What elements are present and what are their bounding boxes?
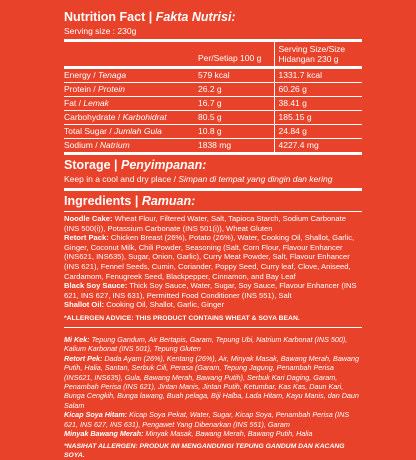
allergen-advice-malay: *NASIHAT ALLERGEN: PRODUK INI MENGANDUNGI TEPUNG GANDUM DAN KACANG SOYA.: [64, 443, 345, 460]
col-per100-header: Per/Setiap 100 g: [198, 42, 274, 66]
serving-size: Serving size : 230g: [64, 26, 137, 36]
ingredient-item: Kicap Soya Hitam: Kicap Soya Pekat, Water, Sugar, Kicap Soya, Penambah Perisa (INS 621, INS 627, INS 631), Pengawet Yang Dibenarkan (INS 551), Garam: [64, 410, 350, 429]
divider: [64, 327, 362, 328]
nutrition-row: Carbohydrate / Karbohidrat 80.5 g 185.15 g: [64, 111, 362, 125]
nutrition-row: Protein / Protein 26.2 g 60.26 g: [64, 83, 362, 97]
ingredients-malay: [64, 335, 362, 438]
nutrition-row: Fat / Lemak 16.7 g 38.41 g: [64, 97, 362, 111]
ingredients-section: [64, 194, 362, 460]
storage-text: Keep in a cool and dry place / Simpan di tempat yang dingin dan kering: [64, 174, 333, 184]
divider: [64, 152, 362, 155]
ingredient-item: Noodle Cake: Wheat Flour, Filtered Water, Salt, Tapioca Starch, Sodium Carbonate (INS 500(i)), Potassium Carbonate (INS 501(i)), Wheat Gluten: [64, 214, 346, 233]
ingredient-item: Mi Kek: Tepung Gandum, Air Bertapis, Garam, Tepung Ubi, Natrium Karbonat (INS 500), Kalium Karbonat (INS 501), Tepung Gluten: [64, 334, 348, 354]
nutrition-title: Nutrition Fact | Fakta Nutrisi:: [64, 10, 236, 24]
divider: [64, 211, 362, 212]
nutrition-row: Energy / Tenaga 579 kcal 1331.7 kcal: [64, 69, 362, 83]
storage-title: Storage | Penyimpanan:: [64, 158, 207, 172]
ingredients-title: Ingredients | Ramuan:: [64, 194, 196, 208]
nutrition-label: [64, 10, 362, 460]
allergen-advice: *ALLERGEN ADVICE: THIS PRODUCT CONTAINS WHEAT & SOYA BEAN.: [64, 314, 300, 322]
nutrition-header-row: [64, 42, 362, 66]
ingredient-item: Black Soy Sauce: Thick Soy Sauce, Water, Sugar, Soy Sauce, Flavour Enhancer (INS 621, INS 627, INS 631), Permitted Food Conditioner (INS 551), Salt: [64, 281, 357, 300]
ingredient-item: Shallot Oil: Cooking Oil, Shallot, Garlic, Ginger: [64, 300, 224, 310]
ingredient-item: Retort Pek: Dada Ayam (26%), Kentang (26%), Air, Minyak Masak, Bawang Merah, Bawang Putih, Halia, Santan, Serbuk Cili, Perasa (Garam, Tepung Jagung, Penambah Perisa (INS621, INS635), Gula, Bawang Merah, Bawang Putih), Serbuk Kari Daging, Garam, Penambah Perisa (INS 621), Jintan Manis, Jintan Putih, Ketumbar, Kas Kas, Daun Kari, Bunga Cengkih, Bunga lawang, Buah pelaga, Biji Halba, Lada Hitam, Kayu Manis, dan Daun Salam: [64, 353, 360, 410]
divider: [64, 188, 362, 191]
col-serving-header: Serving Size/Size Hidangan 230 g: [278, 44, 346, 64]
ingredients-english: [64, 214, 362, 310]
ingredient-item: Retort Pack: Chicken Breast (26%), Potato (26%), Water, Cooking Oil, Shallot, Garlic, Ginger, Coconut Milk, Chili Powder, Seasoning (Salt, Corn Flour, Flavour Enhancer (INS621, INS635), Sugar, Onion, Garlic), Curry Meat Powder, Salt, Flavour Enhancer (INS 621), Fennel Seeds, Cumin, Coriander, Poppy Seed, Curry leaf, Clove, Aniseed, Cardamom, Fenugreek Seed, Blackpepper, Cinnamon, and Bay Leaf: [64, 233, 355, 281]
nutrition-row: Total Sugar / Jumlah Gula 10.8 g 24.84 g: [64, 125, 362, 139]
nutrition-row: Sodium / Natrium 1838 mg 4227.4 mg: [64, 140, 319, 150]
nutrition-table: [64, 42, 362, 152]
storage-section: [64, 158, 362, 185]
ingredient-item: Minyak Bawang Merah: Minyak Masak, Bawang Merah, Bawang Putih, Halia: [64, 429, 313, 438]
